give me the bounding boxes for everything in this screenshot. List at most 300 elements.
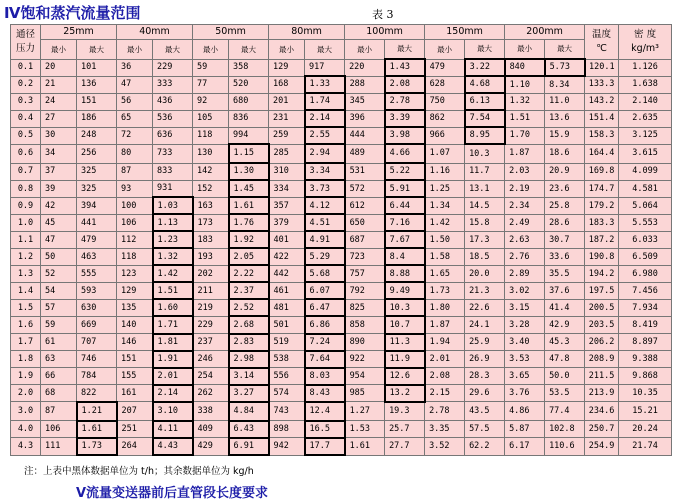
table-cell: 441 — [77, 214, 117, 231]
table-cell: 2.08 — [385, 76, 425, 93]
table-cell: 394 — [77, 197, 117, 214]
table-cell: 10.35 — [619, 385, 672, 402]
table-cell: 34 — [41, 144, 77, 163]
table-cell: 338 — [193, 402, 229, 421]
table-cell: 4.51 — [305, 214, 345, 231]
table-cell: 47 — [41, 231, 77, 248]
table-cell: 161 — [117, 385, 153, 402]
table-cell: 3.615 — [619, 144, 672, 163]
table-cell: 5.22 — [385, 163, 425, 180]
table-cell: 5.29 — [305, 248, 345, 265]
header-dn-40: 40mm — [117, 25, 193, 40]
table-cell: 536 — [153, 110, 193, 127]
table-cell: 25.9 — [465, 334, 505, 351]
table-cell: 28.6 — [545, 214, 585, 231]
table-cell: 2.68 — [229, 316, 269, 333]
table-cell: 220 — [345, 59, 385, 76]
table-cell: 1.45 — [229, 180, 269, 197]
table-cell: 17.7 — [305, 438, 345, 455]
table-cell: 733 — [153, 144, 193, 163]
table-cell: 6.07 — [305, 282, 345, 299]
header-row-min-max — [11, 40, 672, 60]
table-row — [11, 59, 672, 76]
row-pressure-cell: 0.7 — [11, 163, 41, 180]
table-cell: 9.388 — [619, 351, 672, 368]
table-cell: 358 — [229, 59, 269, 76]
table-cell: 4.91 — [305, 231, 345, 248]
table-cell: 106 — [117, 214, 153, 231]
table-cell: 164.4 — [585, 144, 619, 163]
table-cell: 334 — [269, 180, 305, 197]
table-cell: 3.39 — [385, 110, 425, 127]
table-row — [11, 127, 672, 144]
table-cell: 50.0 — [545, 368, 585, 385]
table-cell: 248 — [77, 127, 117, 144]
table-cell: 152 — [193, 180, 229, 197]
table-cell: 409 — [193, 421, 229, 438]
table-cell: 2.78 — [425, 402, 465, 421]
table-cell: 129 — [117, 282, 153, 299]
row-pressure-cell: 4.0 — [11, 421, 41, 438]
table-cell: 254.9 — [585, 438, 619, 455]
table-cell: 531 — [345, 163, 385, 180]
table-cell: 750 — [425, 93, 465, 110]
table-cell: 1.91 — [153, 351, 193, 368]
table-cell: 2.01 — [153, 368, 193, 385]
table-cell: 8.34 — [545, 76, 585, 93]
table-cell: 20.24 — [619, 421, 672, 438]
table-cell: 593 — [77, 282, 117, 299]
table-cell: 3.76 — [505, 385, 545, 402]
table-cell: 1.126 — [619, 59, 672, 76]
table-cell: 57 — [41, 299, 77, 316]
table-cell: 1.25 — [425, 180, 465, 197]
table-cell: 612 — [345, 197, 385, 214]
table-cell: 1.43 — [385, 59, 425, 76]
table-cell: 47.8 — [545, 351, 585, 368]
row-pressure-cell: 1.3 — [11, 265, 41, 282]
table-cell: 112 — [117, 231, 153, 248]
table-cell: 1.61 — [229, 197, 269, 214]
table-cell: 7.54 — [465, 110, 505, 127]
table-cell: 1.13 — [153, 214, 193, 231]
table-cell: 106 — [41, 421, 77, 438]
table-cell: 1.33 — [305, 76, 345, 93]
table-cell: 169.8 — [585, 163, 619, 180]
table-cell: 1.60 — [153, 299, 193, 316]
table-cell: 288 — [345, 76, 385, 93]
row-pressure-cell: 1.8 — [11, 351, 41, 368]
table-cell: 15.21 — [619, 402, 672, 421]
table-cell: 54 — [41, 282, 77, 299]
table-cell: 211.5 — [585, 368, 619, 385]
table-cell: 129 — [269, 59, 305, 76]
table-cell: 65 — [117, 110, 153, 127]
table-cell: 37 — [41, 163, 77, 180]
table-cell: 2.49 — [505, 214, 545, 231]
table-cell: 2.01 — [425, 351, 465, 368]
table-cell: 1.32 — [505, 93, 545, 110]
table-cell: 310 — [269, 163, 305, 180]
table-cell: 6.43 — [229, 421, 269, 438]
table-cell: 1.50 — [425, 231, 465, 248]
table-cell: 5.91 — [385, 180, 425, 197]
table-cell: 1.73 — [77, 438, 117, 455]
table-cell: 1.15 — [229, 144, 269, 163]
table-cell: 211 — [193, 282, 229, 299]
table-cell: 10.7 — [385, 316, 425, 333]
table-cell: 213.9 — [585, 385, 619, 402]
table-cell: 942 — [269, 438, 305, 455]
table-cell: 1.27 — [345, 402, 385, 421]
table-cell: 1.61 — [345, 438, 385, 455]
table-cell: 1.58 — [425, 248, 465, 265]
table-row — [11, 163, 672, 180]
row-pressure-cell: 2.0 — [11, 385, 41, 402]
table-cell: 15.9 — [545, 127, 585, 144]
table-cell: 401 — [269, 231, 305, 248]
row-pressure-cell: 1.0 — [11, 214, 41, 231]
table-cell: 8.43 — [305, 385, 345, 402]
table-cell: 994 — [229, 127, 269, 144]
table-cell: 12.6 — [385, 368, 425, 385]
table-cell: 24.1 — [465, 316, 505, 333]
table-cell: 436 — [153, 93, 193, 110]
table-cell: 13.6 — [545, 110, 585, 127]
table-cell: 966 — [425, 127, 465, 144]
table-cell: 2.15 — [425, 385, 465, 402]
header-dn-100: 100mm — [345, 25, 425, 40]
table-cell: 2.55 — [305, 127, 345, 144]
header-min-1: 最小 — [117, 40, 153, 60]
header-temperature — [585, 25, 619, 60]
table-cell: 2.94 — [305, 144, 345, 163]
table-cell: 33.6 — [545, 248, 585, 265]
table-cell: 2.05 — [229, 248, 269, 265]
table-cell: 4.43 — [153, 438, 193, 455]
table-cell: 168 — [269, 76, 305, 93]
table-row — [11, 144, 672, 163]
table-row — [11, 282, 672, 299]
table-cell: 22.6 — [465, 299, 505, 316]
table-cell: 14.5 — [465, 197, 505, 214]
table-cell: 45.3 — [545, 334, 585, 351]
table-cell: 479 — [77, 231, 117, 248]
table-row — [11, 402, 672, 421]
table-cell: 11.7 — [465, 163, 505, 180]
table-cell: 47 — [117, 76, 153, 93]
table-cell: 3.34 — [305, 163, 345, 180]
table-cell: 72 — [117, 127, 153, 144]
row-pressure-cell: 0.6 — [11, 144, 41, 163]
table-cell: 3.53 — [505, 351, 545, 368]
table-cell: 174.7 — [585, 180, 619, 197]
header-min-2: 最小 — [193, 40, 229, 60]
table-row — [11, 299, 672, 316]
row-pressure-cell: 1.9 — [11, 368, 41, 385]
table-cell: 151 — [117, 351, 153, 368]
table-cell: 707 — [77, 334, 117, 351]
table-cell: 7.64 — [305, 351, 345, 368]
table-cell: 1.73 — [425, 282, 465, 299]
table-cell: 231 — [269, 110, 305, 127]
table-cell: 15.8 — [465, 214, 505, 231]
table-cell: 8.897 — [619, 334, 672, 351]
header-max-2: 最大 — [229, 40, 269, 60]
table-cell: 7.16 — [385, 214, 425, 231]
table-cell: 2.03 — [505, 163, 545, 180]
header-pressure-label: 压力 — [15, 42, 35, 54]
table-cell: 190.8 — [585, 248, 619, 265]
header-max-3: 最大 — [305, 40, 345, 60]
table-cell: 285 — [269, 144, 305, 163]
table-cell: 186 — [77, 110, 117, 127]
table-cell: 858 — [345, 316, 385, 333]
table-cell: 7.456 — [619, 282, 672, 299]
table-cell: 118 — [193, 127, 229, 144]
table-cell: 3.27 — [229, 385, 269, 402]
table-cell: 42.9 — [545, 316, 585, 333]
table-cell: 10.3 — [385, 299, 425, 316]
table-cell: 898 — [269, 421, 305, 438]
table-cell: 538 — [269, 351, 305, 368]
header-max-4: 最大 — [385, 40, 425, 60]
table-cell: 501 — [269, 316, 305, 333]
table-cell: 62.2 — [465, 438, 505, 455]
header-max-5: 最大 — [465, 40, 505, 60]
table-cell: 11.9 — [385, 351, 425, 368]
table-cell: 442 — [269, 265, 305, 282]
table-cell: 325 — [77, 163, 117, 180]
table-cell: 45 — [41, 214, 77, 231]
table-cell: 11.0 — [545, 93, 585, 110]
table-cell: 3.14 — [229, 368, 269, 385]
table-cell: 100 — [117, 197, 153, 214]
table-cell: 26.9 — [465, 351, 505, 368]
table-cell: 1.30 — [229, 163, 269, 180]
table-cell: 42 — [41, 197, 77, 214]
header-min-4: 最小 — [345, 40, 385, 60]
table-cell: 3.98 — [385, 127, 425, 144]
row-pressure-cell: 0.3 — [11, 93, 41, 110]
table-cell: 2.14 — [305, 110, 345, 127]
table-cell: 422 — [269, 248, 305, 265]
table-cell: 193 — [193, 248, 229, 265]
table-cell: 3.10 — [153, 402, 193, 421]
table-cell: 229 — [193, 316, 229, 333]
table-cell: 39 — [41, 180, 77, 197]
table-cell: 1.94 — [425, 334, 465, 351]
table-cell: 13.2 — [385, 385, 425, 402]
table-cell: 262 — [193, 385, 229, 402]
table-cell: 111 — [41, 438, 77, 455]
table-cell: 8.4 — [385, 248, 425, 265]
table-cell: 8.419 — [619, 316, 672, 333]
table-cell: 743 — [269, 402, 305, 421]
header-density-label: 密 度 — [634, 28, 657, 40]
table-cell: 757 — [345, 265, 385, 282]
table-cell: 30 — [41, 127, 77, 144]
table-cell: 8.88 — [385, 265, 425, 282]
row-pressure-cell: 0.1 — [11, 59, 41, 76]
table-cell: 12.4 — [305, 402, 345, 421]
table-row — [11, 385, 672, 402]
table-cell: 52 — [41, 265, 77, 282]
table-cell: 77.4 — [545, 402, 585, 421]
table-cell: 246 — [193, 351, 229, 368]
table-cell: 2.83 — [229, 334, 269, 351]
row-pressure-cell: 3.0 — [11, 402, 41, 421]
table-cell: 136 — [77, 76, 117, 93]
table-cell: 23.6 — [545, 180, 585, 197]
table-cell: 429 — [193, 438, 229, 455]
table-cell: 2.635 — [619, 110, 672, 127]
table-cell: 985 — [345, 385, 385, 402]
table-cell: 2.52 — [229, 299, 269, 316]
table-cell: 4.099 — [619, 163, 672, 180]
header-dn-25: 25mm — [41, 25, 117, 40]
header-min-5: 最小 — [425, 40, 465, 60]
table-cell: 101 — [77, 59, 117, 76]
header-dn-80: 80mm — [269, 25, 345, 40]
table-cell: 151.4 — [585, 110, 619, 127]
table-cell: 1.61 — [77, 421, 117, 438]
row-pressure-cell: 0.2 — [11, 76, 41, 93]
table-cell: 3.15 — [505, 299, 545, 316]
table-cell: 3.65 — [505, 368, 545, 385]
table-cell: 6.91 — [229, 438, 269, 455]
table-cell: 17.3 — [465, 231, 505, 248]
table-cell: 6.509 — [619, 248, 672, 265]
table-cell: 20 — [41, 59, 77, 76]
table-row — [11, 197, 672, 214]
table-cell: 21.74 — [619, 438, 672, 455]
table-cell: 4.12 — [305, 197, 345, 214]
table-cell: 183 — [193, 231, 229, 248]
table-cell: 3.125 — [619, 127, 672, 144]
table-cell: 194.2 — [585, 265, 619, 282]
table-cell: 6.980 — [619, 265, 672, 282]
table-cell: 155 — [117, 368, 153, 385]
table-cell: 463 — [77, 248, 117, 265]
header-min-6: 最小 — [505, 40, 545, 60]
table-cell: 13.1 — [465, 180, 505, 197]
table-cell: 1.03 — [153, 197, 193, 214]
table-cell: 1.10 — [505, 76, 545, 93]
table-cell: 6.86 — [305, 316, 345, 333]
table-cell: 59 — [41, 316, 77, 333]
table-cell: 21.3 — [465, 282, 505, 299]
table-cell: 35.5 — [545, 265, 585, 282]
header-min-3: 最小 — [269, 40, 305, 60]
table-cell: 133.3 — [585, 76, 619, 93]
table-cell: 105 — [193, 110, 229, 127]
table-cell: 1.70 — [505, 127, 545, 144]
table-cell: 2.37 — [229, 282, 269, 299]
table-cell: 1.21 — [77, 402, 117, 421]
table-cell: 234.6 — [585, 402, 619, 421]
units-note: 注：上表中黑体数据单位为 t/h；其余数据单位为 kg/h — [24, 466, 254, 477]
table-cell: 1.34 — [425, 197, 465, 214]
table-cell: 2.22 — [229, 265, 269, 282]
table-cell: 1.74 — [305, 93, 345, 110]
table-cell: 890 — [345, 334, 385, 351]
table-cell: 200.5 — [585, 299, 619, 316]
table-cell: 630 — [77, 299, 117, 316]
table-cell: 8.03 — [305, 368, 345, 385]
table-cell: 110.6 — [545, 438, 585, 455]
table-cell: 5.73 — [545, 59, 585, 76]
table-cell: 3.73 — [305, 180, 345, 197]
table-cell: 520 — [229, 76, 269, 93]
table-cell: 187.2 — [585, 231, 619, 248]
table-cell: 207 — [117, 402, 153, 421]
table-row — [11, 76, 672, 93]
table-cell: 1.92 — [229, 231, 269, 248]
row-pressure-cell: 0.5 — [11, 127, 41, 144]
header-temperature-unit: ℃ — [596, 42, 607, 54]
header-max-0: 最大 — [77, 40, 117, 60]
table-cell: 954 — [345, 368, 385, 385]
flow-range-table — [10, 24, 672, 456]
table-cell: 29.6 — [465, 385, 505, 402]
table-cell: 3.52 — [425, 438, 465, 455]
table-cell: 792 — [345, 282, 385, 299]
table-cell: 219 — [193, 299, 229, 316]
table-cell: 574 — [269, 385, 305, 402]
table-cell: 922 — [345, 351, 385, 368]
table-cell: 25.7 — [385, 421, 425, 438]
table-cell: 680 — [229, 93, 269, 110]
row-pressure-cell: 1.7 — [11, 334, 41, 351]
table-cell: 36 — [117, 59, 153, 76]
table-cell: 5.87 — [505, 421, 545, 438]
table-cell: 61 — [41, 334, 77, 351]
row-pressure-cell: 0.9 — [11, 197, 41, 214]
table-cell: 197.5 — [585, 282, 619, 299]
table-cell: 68 — [41, 385, 77, 402]
table-cell: 135 — [117, 299, 153, 316]
table-cell: 784 — [77, 368, 117, 385]
next-section-title: Ⅴ流量变送器前后直管段长度要求 — [76, 486, 269, 501]
table-cell: 143.2 — [585, 93, 619, 110]
header-row-diameter — [11, 25, 672, 40]
table-cell: 63 — [41, 351, 77, 368]
row-pressure-cell: 1.2 — [11, 248, 41, 265]
table-cell: 20.9 — [545, 163, 585, 180]
table-cell: 259 — [269, 127, 305, 144]
table-cell: 2.89 — [505, 265, 545, 282]
table-cell: 59 — [193, 59, 229, 76]
table-cell: 519 — [269, 334, 305, 351]
header-max-1: 最大 — [153, 40, 193, 60]
table-cell: 345 — [345, 93, 385, 110]
table-cell: 142 — [193, 163, 229, 180]
table-cell: 9.868 — [619, 368, 672, 385]
table-cell: 123 — [117, 265, 153, 282]
table-cell: 179.2 — [585, 197, 619, 214]
table-cell: 250.7 — [585, 421, 619, 438]
table-cell: 2.14 — [153, 385, 193, 402]
table-cell: 2.78 — [385, 93, 425, 110]
table-cell: 4.581 — [619, 180, 672, 197]
table-row — [11, 351, 672, 368]
table-cell: 25.8 — [545, 197, 585, 214]
table-cell: 687 — [345, 231, 385, 248]
table-cell: 130 — [193, 144, 229, 163]
table-cell: 37.6 — [545, 282, 585, 299]
table-cell: 77 — [193, 76, 229, 93]
